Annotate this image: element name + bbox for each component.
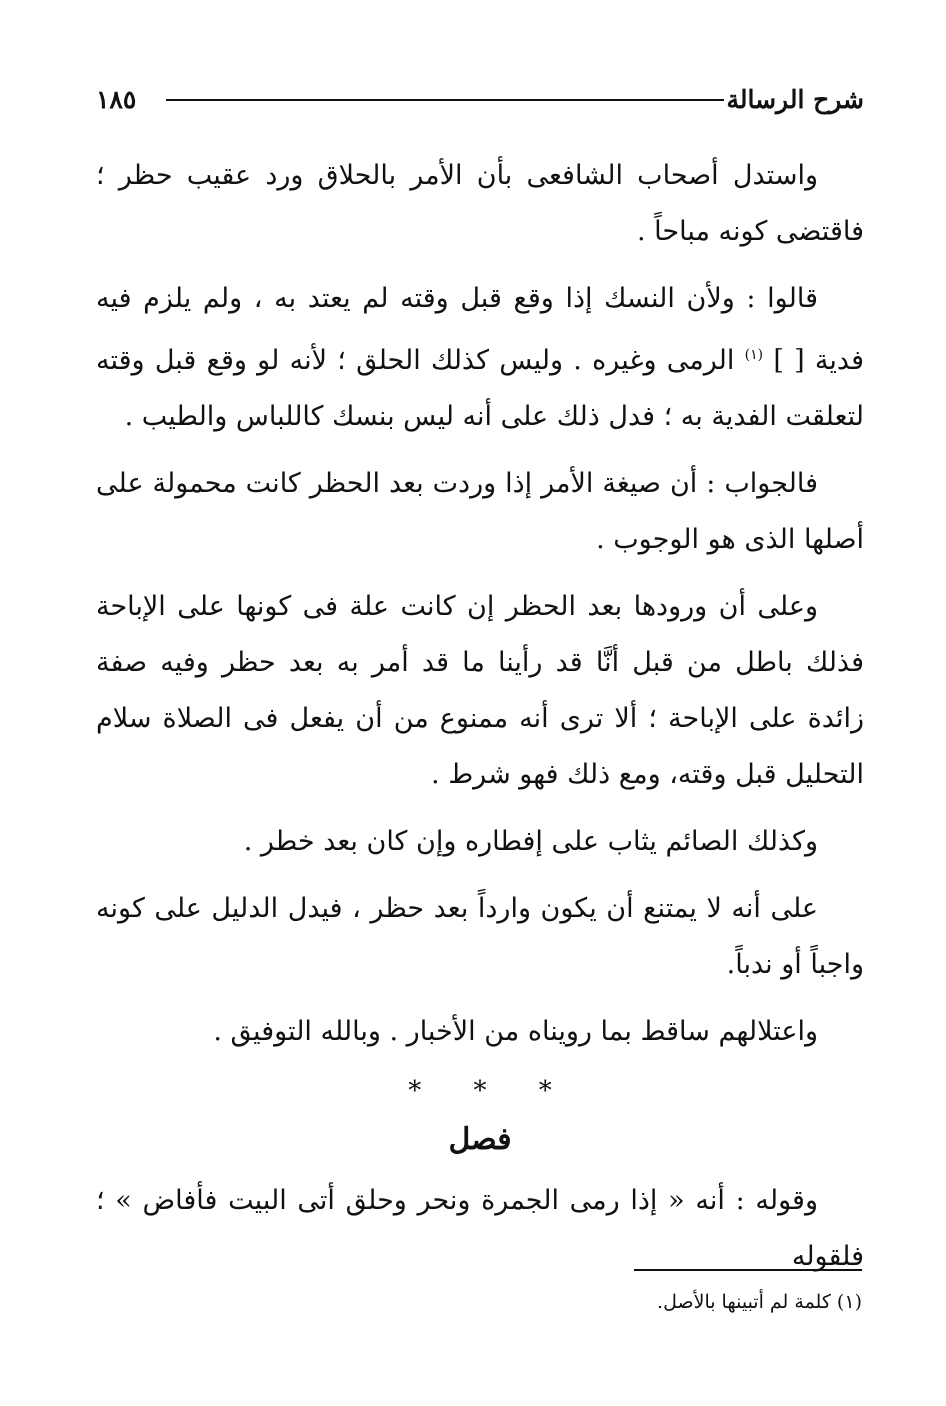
paragraph-text: الرمى وغيره . وليس كذلك الحلق ؛ لأنه لو وقع قبل وقته لتعلقت الفدية به ؛ فدل ذلك على أنه ليس بنسك كاللباس والطيب .: [96, 345, 864, 432]
section-heading: فصل: [448, 1122, 512, 1157]
asterisk: *: [473, 1076, 487, 1106]
paragraph-text: قالوا : ولأن النسك إذا وقع قبل وقته لم يعتد به ، ولم يلزم فيه فدية [ ]: [96, 283, 864, 376]
footnote-reference: (١): [744, 347, 764, 363]
section-separator: [96, 1071, 864, 1111]
running-header: [96, 84, 864, 116]
footnote-rule: [634, 1269, 862, 1271]
paragraph: [96, 271, 864, 445]
paragraph: على أنه لا يمتنع أن يكون وارداً بعد حظر ، فيدل الدليل على كونه واجباً أو ندباً.: [96, 893, 864, 980]
paragraph: واعتلالهم ساقط بما رويناه من الأخبار . وبالله التوفيق .: [213, 1016, 818, 1047]
paragraph: وعلى أن ورودها بعد الحظر إن كانت علة فى كونها على الإباحة فذلك باطل من قبل أنَّا قد رأينا ما قد أمر به بعد حظر وفيه صفة زائدة على الإباحة ؛ ألا ترى أنه ممنوع من أن يفعل فى الصلاة سلام التحليل قبل وقته، ومع ذلك فهو شرط .: [96, 591, 864, 790]
paragraph: فالجواب : أن صيغة الأمر إذا وردت بعد الحظر كانت محمولة على أصلها الذى هو الوجوب .: [96, 468, 864, 555]
footnote: (١) كلمة لم أتبينها بالأصل.: [657, 1291, 862, 1313]
paragraph: واستدل أصحاب الشافعى بأن الأمر بالحلاق ورد عقيب حظر ؛ فاقتضى كونه مباحاً .: [96, 160, 864, 247]
main-text: [96, 148, 864, 1296]
page-number: ١٨٥: [96, 85, 137, 114]
paragraph: وكذلك الصائم يثاب على إفطاره وإن كان بعد خطر .: [243, 826, 818, 857]
paragraph: وقوله : أنه « إذا رمى الجمرة ونحر وحلق أتى البيت فأفاض » ؛ فلقوله: [96, 1185, 864, 1272]
asterisk: *: [408, 1076, 422, 1106]
asterisk: *: [538, 1076, 552, 1106]
header-rule: [166, 99, 724, 101]
running-title: شرح الرسالة: [726, 85, 864, 114]
